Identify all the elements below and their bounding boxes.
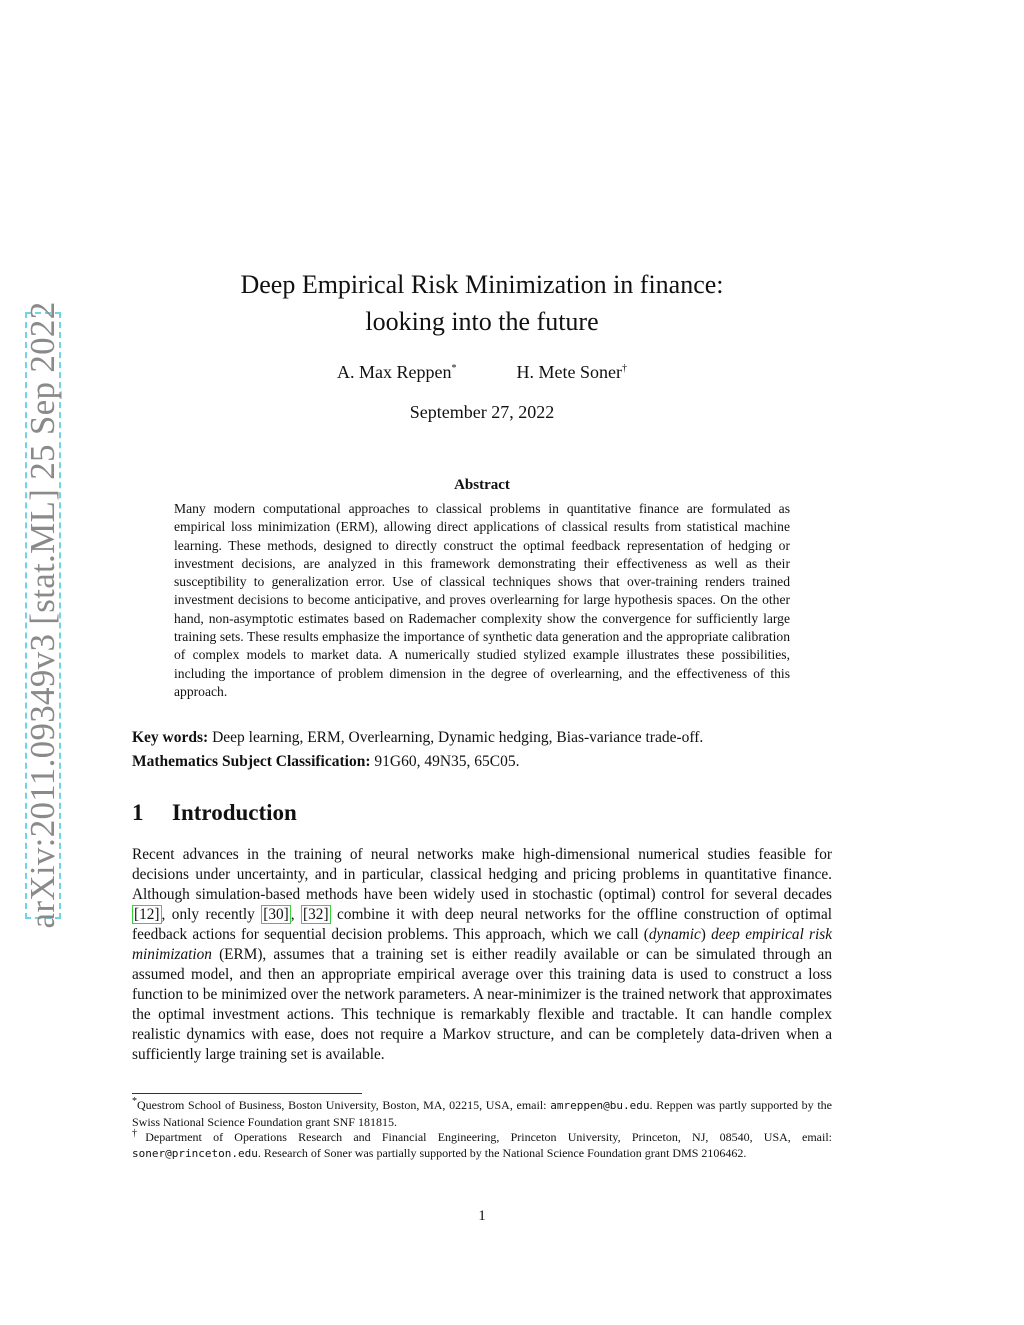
intro-text-2: , only recently — [161, 906, 262, 923]
author-list — [132, 362, 832, 383]
title-line-2: looking into the future — [365, 307, 599, 336]
footnote-1-text-2: . Reppen was partly supported by the Swiss National Science Foundation grant SNF 181815. — [132, 1098, 833, 1129]
footnote-1-email[interactable]: amreppen@bu.edu — [550, 1099, 650, 1112]
section-number: 1 — [132, 800, 144, 825]
intro-emphasis-derm: deep empirical risk minimization — [132, 926, 832, 963]
section-heading — [132, 800, 297, 826]
msc-text: 91G60, 49N35, 65C05. — [374, 753, 520, 770]
intro-text-6: (ERM), assumes that a training set is either readily available or can be simulated through an assumed model, and then an appropriate empirical average over this training data is used to construct a loss function to be minimized over the network parameters. A near-minimizer is the trained network that approximates the optimal investment actions. This technique is remarkably flexible and tractable. It can handle complex realistic dynamics with ease, does not require a Markov structure, and can be completely data-driven when a sufficiently large training set is available. — [132, 946, 832, 1063]
keywords-label: Key words: — [132, 729, 209, 746]
intro-emphasis-dynamic: dynamic — [648, 926, 701, 943]
footnote-2-email[interactable]: soner@princeton.edu — [132, 1147, 258, 1160]
citation-link-12[interactable]: [12] — [134, 906, 160, 923]
abstract-heading: Abstract — [454, 477, 510, 493]
author-1-mark: * — [451, 363, 457, 374]
citation-link-30[interactable]: [30] — [263, 906, 289, 923]
keywords-line — [132, 729, 832, 747]
paper-date: September 27, 2022 — [409, 402, 555, 422]
intro-paragraph — [132, 845, 832, 1065]
intro-text-4: combine it with deep neural networks for the offline construction of optimal feedback actions for sequential decision problems. This approach, which we call ( — [132, 906, 832, 943]
title-line-1: Deep Empirical Risk Minimization in finance: — [240, 270, 724, 299]
footnote-1 — [132, 1097, 832, 1130]
footnote-2 — [132, 1129, 832, 1162]
citation-link-32[interactable]: [32] — [303, 906, 329, 923]
footnote-2-text: Department of Operations Research and Financial Engineering, Princeton University, Princeton, NJ, 08540, USA, email: — [145, 1130, 833, 1144]
author-2: H. Mete Soner — [516, 362, 622, 382]
footnote-1-text: Questrom School of Business, Boston University, Boston, MA, 02215, USA, email: — [137, 1098, 551, 1112]
author-2-mark: † — [621, 363, 627, 374]
arxiv-identifier: arXiv:2011.09349v3 [stat.ML] 25 Sep 2022 — [23, 301, 62, 929]
abstract-text: Many modern computational approaches to classical problems in quantitative finance are formulated as empirical loss minimization (ERM), allowing direct applications of classical results from statistical machine learning. These methods, designed to directly construct the optimal feedback representation of hedging or investment decisions, are analyzed in this framework demonstrating their effectiveness as well as their susceptibility to generalization error. Use of classical techniques shows that over-training renders trained investment decisions to become anticipative, and proves overlearning for large hypothesis spaces. On the other hand, non-asymptotic estimates based on Rademacher complexity show the convergence for sufficiently large training sets. These results emphasize the importance of synthetic data generation and the appropriate calibration of complex models to market data. A numerically studied stylized example illustrates these possibilities, including the importance of problem dimension in the degree of overlearning, and the effectiveness of this approach. — [174, 501, 790, 699]
author-1: A. Max Reppen — [337, 362, 452, 382]
intro-text-3: , — [290, 906, 302, 923]
intro-text-1: Recent advances in the training of neural networks make high-dimensional numerical studies feasible for decisions under uncertainty, and in particular, classical hedging and pricing problems in quantitative finance. Although simulation-based methods have been widely used in stochastic (optimal) control for several decades — [132, 846, 832, 903]
paper-title — [132, 266, 832, 340]
footnote-2-mark: † — [132, 1128, 146, 1139]
keywords-text: Deep learning, ERM, Overlearning, Dynamic hedging, Bias-variance trade-off. — [212, 729, 704, 746]
page-number: 1 — [478, 1208, 486, 1224]
section-title: Introduction — [172, 800, 297, 825]
msc-line — [132, 753, 832, 771]
footnote-2-text-2: . Research of Soner was partially supported by the National Science Foundation grant DMS 2106462. — [257, 1146, 747, 1160]
footnote-1-mark: * — [132, 1096, 137, 1107]
intro-text-5: ) — [700, 926, 712, 943]
footnote-rule — [132, 1093, 362, 1094]
msc-label: Mathematics Subject Classification: — [132, 753, 371, 770]
